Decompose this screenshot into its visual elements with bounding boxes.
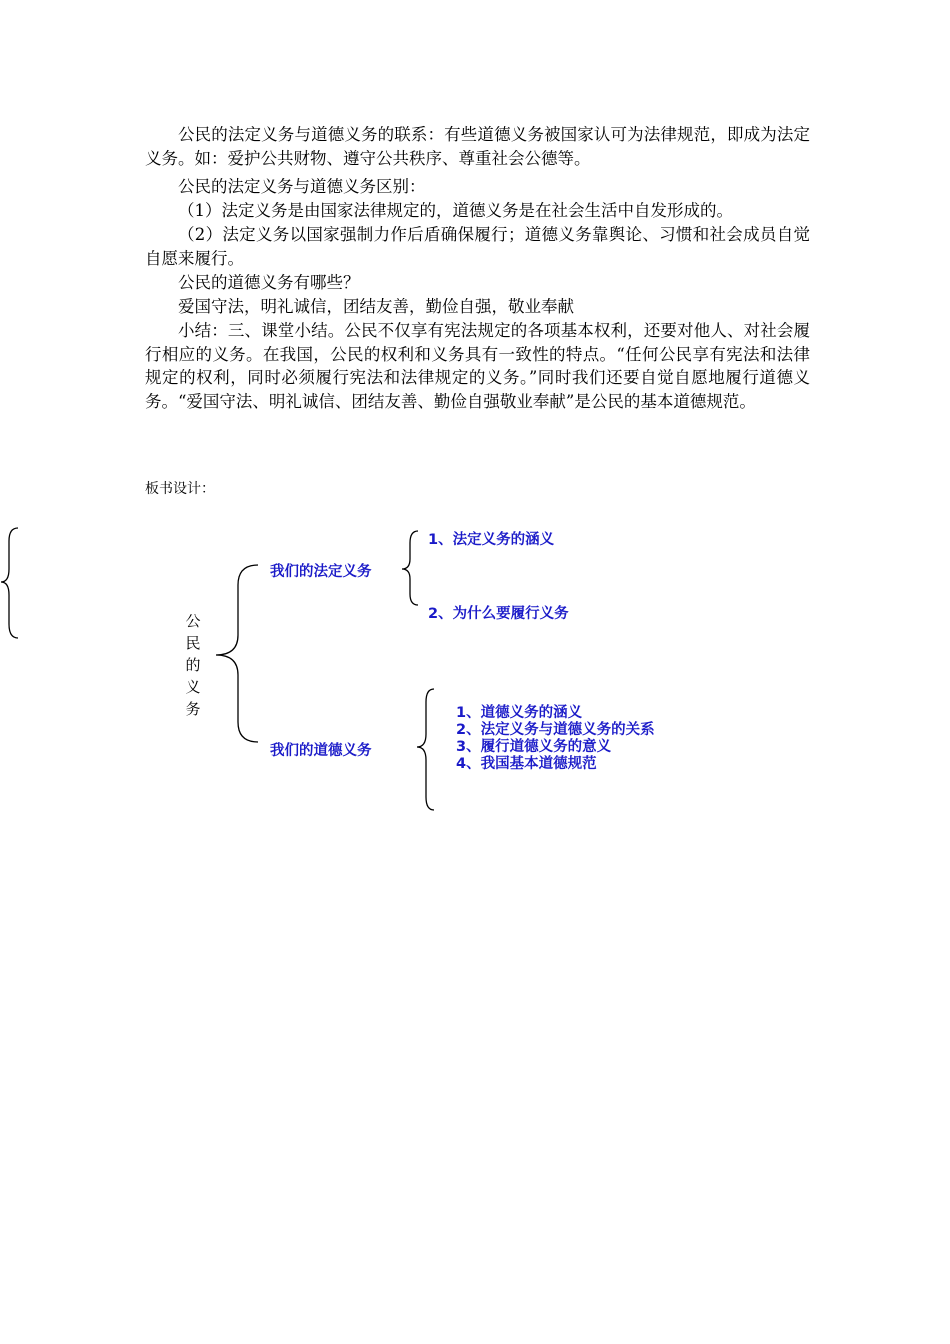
legal-duty-title: 我们的法定义务 xyxy=(270,564,372,580)
root-char: 公 xyxy=(185,612,201,630)
stray-left-brace xyxy=(1,528,18,638)
paragraph-summary: 小结：三、课堂小结。公民不仅享有宪法规定的各项基本权利，还要对他人、对社会履行相应的义务。在我国，公民的权利和义务具有一致性的特点。“任何公民享有宪法和法律规定的权利，同时必须履行宪法和法律规定的义务。”同时我们还要自觉自愿地履行道德义务。“爱国守法、明礼诚信、团结友善、勤俭自强敬业奉献”是公民的基本道德规范。 xyxy=(145,321,810,411)
legal-item: 1、法定义务的涵义 xyxy=(428,532,555,548)
root-char: 义 xyxy=(185,678,201,696)
root-char: 务 xyxy=(185,700,201,718)
paragraph-difference-heading: 公民的法定义务与道德义务区别： xyxy=(178,177,426,196)
legal-item: 2、为什么要履行义务 xyxy=(428,606,569,622)
moral-brace xyxy=(417,689,434,810)
moral-item: 2、法定义务与道德义务的关系 xyxy=(456,722,655,738)
root-brace xyxy=(216,565,258,742)
moral-duty-title: 我们的道德义务 xyxy=(270,743,372,759)
root-char: 民 xyxy=(185,634,201,652)
moral-item: 1、道德义务的涵义 xyxy=(456,705,583,721)
paragraph-relation: 公民的法定义务与道德义务的联系：有些道德义务被国家认可为法律规范，即成为法定义务。如：爱护公共财物、遵守公共秩序、尊重社会公德等。 xyxy=(145,125,810,168)
paragraph-difference-2: （2）法定义务以国家强制力作后盾确保履行；道德义务靠舆论、习惯和社会成员自觉自愿来履行。 xyxy=(145,225,810,268)
paragraph-moral-norms: 爱国守法，明礼诚信，团结友善，勤俭自强，敬业奉献 xyxy=(178,297,574,316)
moral-item: 4、我国基本道德规范 xyxy=(456,756,597,772)
moral-item: 3、履行道德义务的意义 xyxy=(456,739,612,755)
paragraph-question: 公民的道德义务有哪些？ xyxy=(178,273,360,292)
paragraph-difference-1: （1）法定义务是由国家法律规定的，道德义务是在社会生活中自发形成的。 xyxy=(178,201,733,220)
root-char: 的 xyxy=(185,656,201,674)
board-design-label: 板书设计： xyxy=(145,481,215,497)
legal-brace xyxy=(402,531,418,605)
